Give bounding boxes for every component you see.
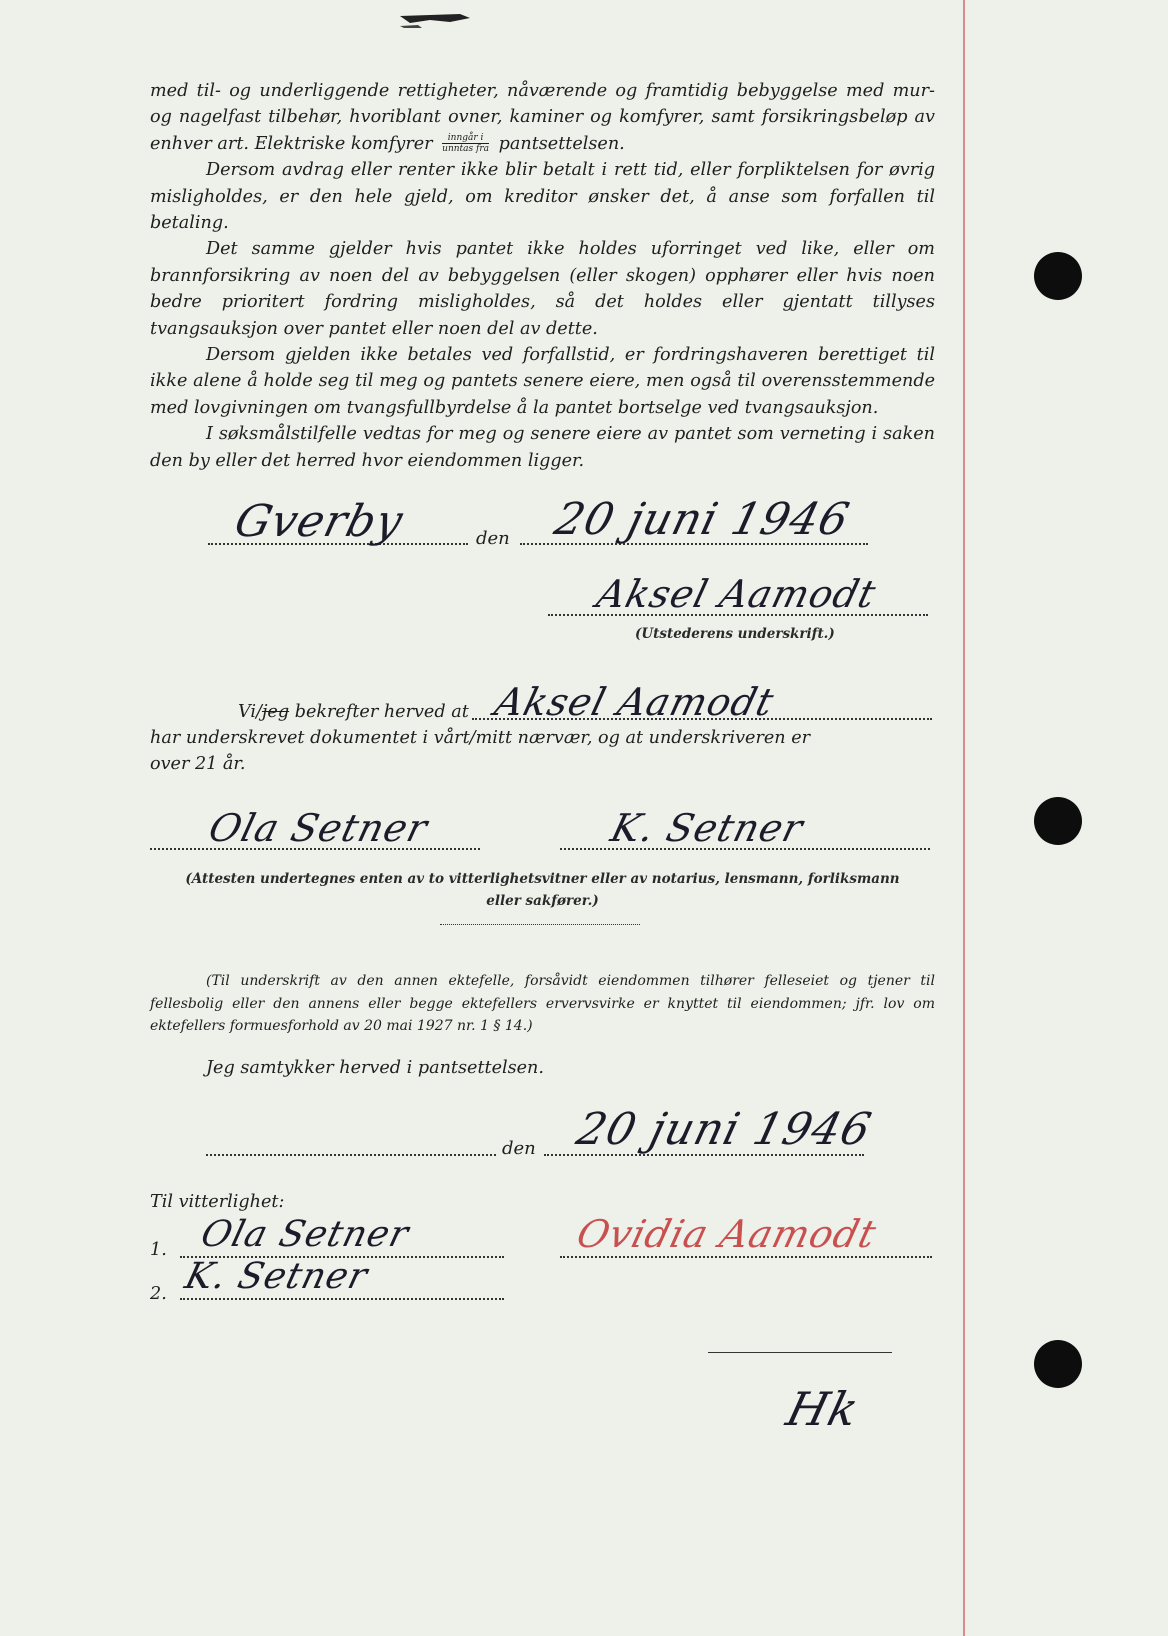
spouse-note: [150, 970, 935, 1038]
terms-paragraph: Dersom avdrag eller renter ikke blir betalt i rett tid, eller forpliktelsen for øvrig misligholdes, er den hele gjeld, om kreditor ønsker det, å anse som forfallen til betaling.: [150, 160, 935, 234]
punch-hole: [1034, 252, 1082, 300]
witness-number-1: 1.: [150, 1240, 167, 1260]
fraction-bottom: unntas fra: [442, 144, 490, 155]
spouse-witness1-signature: Ola Setner: [196, 1214, 414, 1255]
spouse-den-label: den: [502, 1138, 536, 1159]
spouse-signature-line: [560, 1256, 932, 1258]
witness-label: Til vitterlighet:: [150, 1192, 285, 1212]
fraction-choice: [442, 133, 489, 154]
attest-note: [150, 868, 935, 912]
initials-rule: [708, 1352, 892, 1353]
spouse-date-handwritten: 20 juni 1946: [571, 1104, 877, 1155]
terms-paragraph: Dersom gjelden ikke betales ved forfallstid, er fordringshaveren berettiget til ikke alene å holde seg til meg og pantets senere eiere, men også til overensstemmende med lovgivningen om tvangsfullbyrdelse å la pantet bortselge ved tvangsauksjon.: [150, 345, 935, 418]
jeg-struck: jeg: [261, 702, 290, 722]
vi-label: Vi/: [238, 702, 262, 722]
place-handwritten: Gverby: [229, 496, 409, 547]
ink-blot: [400, 14, 470, 28]
signature-caption: (Utstederens underskrift.): [635, 626, 835, 642]
confirm-line: [238, 702, 469, 722]
initials-handwritten: Hk: [781, 1382, 865, 1436]
consent-text: Jeg samtykker herved i pantsettelsen.: [206, 1058, 544, 1078]
spouse-place-line: [206, 1154, 496, 1156]
date-handwritten: 20 juni 1946: [549, 494, 855, 545]
fraction-top: inngår i: [442, 133, 489, 144]
confirm-text: bekrefter herved at: [294, 702, 469, 722]
den-label: den: [476, 528, 510, 549]
attest-note-line: eller sakfører.): [486, 893, 599, 909]
terms-paragraph-text: pantsettelsen.: [498, 133, 625, 154]
attest-note-line: (Attesten undertegnes enten av to vitterlighetsvitner eller av notarius, lensmann, forliksmann: [185, 871, 900, 887]
witness-number-2: 2.: [150, 1284, 167, 1304]
witness2-signature: K. Setner: [606, 806, 808, 850]
margin-rule: [963, 0, 965, 1636]
issuer-signature: Aksel Aamodt: [592, 572, 881, 616]
punch-hole: [1034, 797, 1082, 845]
spouse-signature: Ovidia Aamodt: [572, 1212, 882, 1256]
confirm-line-2: har underskrevet dokumentet i vårt/mitt nærvær, og at underskriveren er: [150, 728, 811, 748]
terms-paragraph-text: med til- og underliggende rettigheter, nåværende og framtidig bebyggelse med mur- og nagelfast tilbehør, hvoriblant ovner, kaminer og komfyrer, samt forsikringsbeløp av enhver art. Elektriske komfyrer: [150, 81, 935, 154]
spouse-witness2-line: [180, 1298, 504, 1300]
terms-text: [150, 78, 935, 474]
confirm-name-handwritten: Aksel Aamodt: [490, 680, 779, 724]
divider: [440, 924, 640, 925]
spouse-witness2-signature: K. Setner: [180, 1256, 373, 1297]
spouse-note-text: (Til underskrift av den annen ektefelle, forsåvidt eiendommen tilhører felleseiet og tjener til fellesbolig eller den annens eller begge ektefellers ervervsvirke er knyttet til eiendommen; jfr. lov om ektefellers formuesforhold av 20 mai 1927 nr. 1 § 14.): [150, 973, 935, 1034]
terms-paragraph: Det samme gjelder hvis pantet ikke holdes uforringet ved like, eller om brannforsikring av noen del av bebyggelsen (eller skogen) opphører eller hvis noen bedre prioritert fordring misligholdes, så det holdes eller gjentatt tillyses tvangsauksjon over pantet eller noen del av dette.: [150, 239, 935, 339]
witness1-signature: Ola Setner: [204, 806, 433, 850]
punch-hole: [1034, 1340, 1082, 1388]
confirm-line-3: over 21 år.: [150, 754, 246, 774]
terms-paragraph: [150, 78, 935, 157]
terms-paragraph: I søksmålstilfelle vedtas for meg og senere eiere av pantet som verneting i saken den by eller det herred hvor eiendommen ligger.: [150, 424, 935, 471]
